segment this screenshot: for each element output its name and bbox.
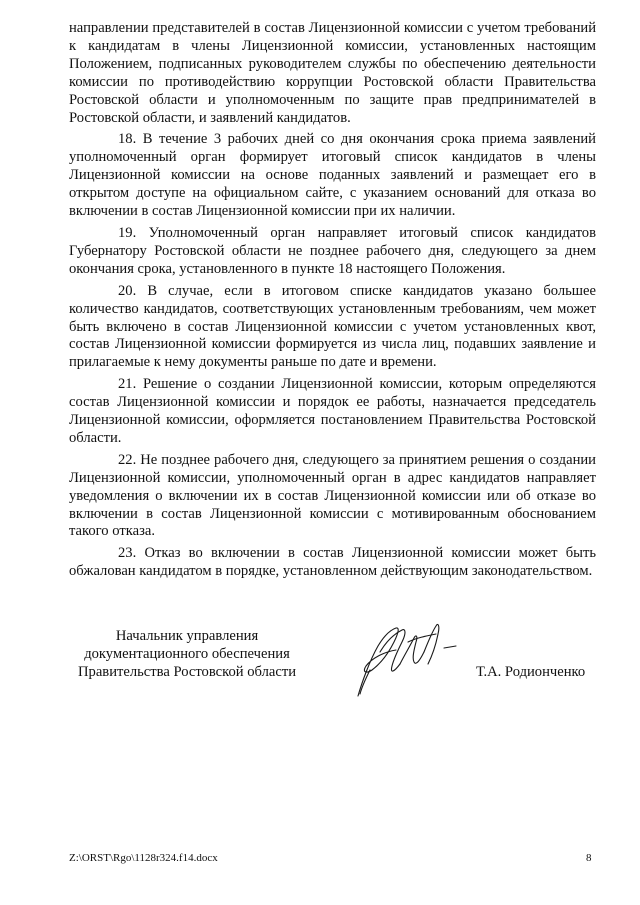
footer-file-path: Z:\ORST\Rgo\1128r324.f14.docx: [69, 852, 218, 864]
position-line-3: Правительства Ростовской области: [77, 664, 297, 680]
paragraph-item-23: 23. Отказ во включении в состав Лицензионной комиссии может быть обжалован кандидатом в порядке, установленном действующим законодательством.: [69, 545, 596, 580]
signatory-name: Т.А. Родионченко: [476, 664, 586, 680]
page-number: 8: [586, 852, 592, 864]
position-line-1: Начальник управления: [115, 628, 259, 644]
paragraph-item-18: 18. В течение 3 рабочих дней со дня окончания срока приема заявлений уполномоченный орган формирует итоговый список кандидатов в члены Лицензионной комиссии на основе поданных заявлений и размещает его в открытом доступе на официальном сайте, с указанием оснований для отказа во включении в состав Лицензионной комиссии при их наличии.: [69, 131, 596, 220]
paragraph-item-21: 21. Решение о создании Лицензионной комиссии, которым определяются состав Лицензионной комиссии и порядок ее работы, назначается председатель Лицензионной комиссии, оформляется постановлением Правительства Ростовской области.: [69, 376, 596, 446]
paragraph-item-22: 22. Не позднее рабочего дня, следующего за принятием решения о создании Лицензионной комиссии, уполномоченный орган в адрес кандидатов направляет уведомления о включении их в состав Лицензионной комиссии или об отказе во включении в состав Лицензионной комиссии с мотивированным обоснованием такого отказа.: [69, 451, 596, 540]
paragraph-continuation: направлении представителей в состав Лицензионной комиссии с учетом требований к кандидатам в члены Лицензионной комиссии, установленных настоящим Положением, подписанных руководителем службы по обеспечению деятельности комиссии по противодействию коррупции Ростовской области Правительства Ростовской области и уполномоченным по защите прав предпринимателей в Ростовской области, и заявлений кандидатов.: [69, 20, 596, 126]
handwritten-signature: [340, 612, 460, 704]
position-line-2: документационного обеспечения: [84, 646, 290, 662]
paragraph-item-20: 20. В случае, если в итоговом списке кандидатов указано большее количество кандидатов, соответствующих установленным требованиям, чем может быть включено в состав Лицензионной комиссии с учетом установленных квот, состав Лицензионной комиссии формируется из числа лиц, подавших заявление и прилагаемые к нему документы раньше по дате и времени.: [69, 282, 596, 371]
signatory-position: [67, 627, 307, 681]
paragraph-item-19: 19. Уполномоченный орган направляет итоговый список кандидатов Губернатору Ростовской области не позднее рабочего дня, следующего за днем окончания срока, установленного в пункте 18 настоящего Положения.: [69, 224, 596, 277]
document-body: [69, 20, 596, 585]
